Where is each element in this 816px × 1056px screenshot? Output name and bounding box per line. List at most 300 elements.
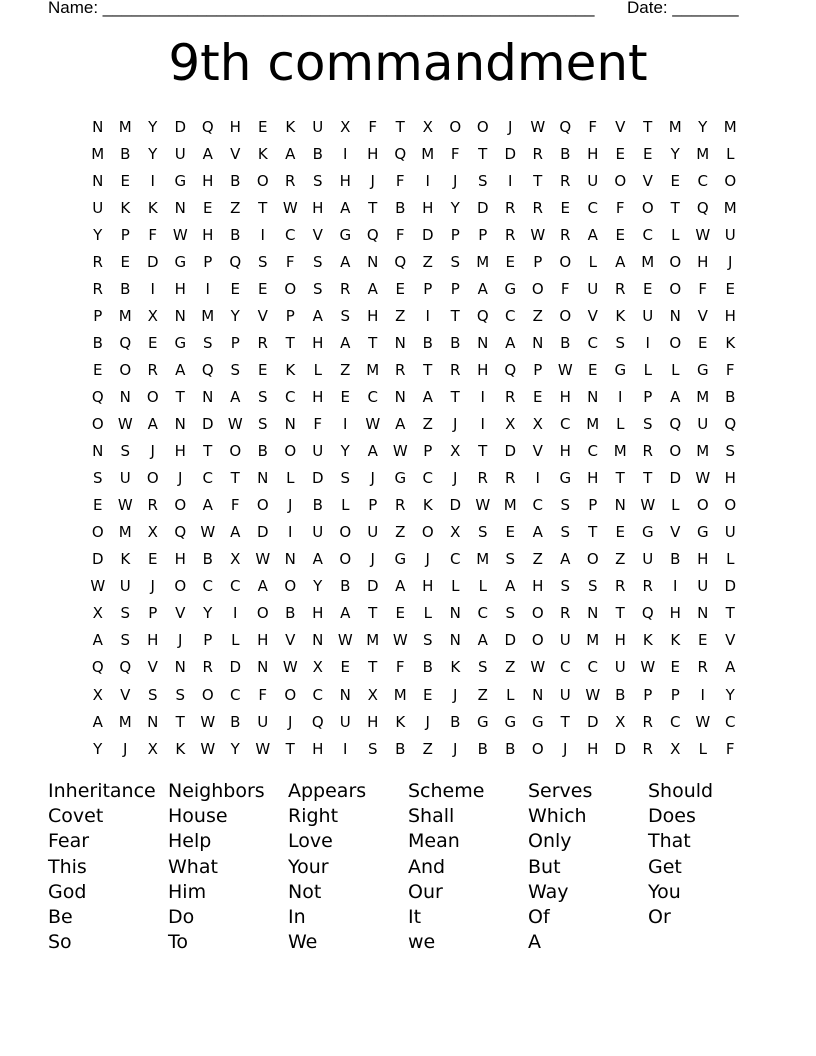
grid-letter[interactable]: R: [202, 658, 213, 677]
grid-letter[interactable]: L: [313, 360, 322, 379]
grid-letter[interactable]: B: [202, 550, 213, 569]
grid-letter[interactable]: B: [92, 333, 103, 352]
grid-letter[interactable]: S: [422, 631, 433, 650]
grid-letter[interactable]: E: [505, 252, 515, 271]
grid-letter[interactable]: E: [423, 685, 433, 704]
grid-letter[interactable]: C: [670, 712, 681, 731]
grid-letter[interactable]: T: [643, 469, 653, 488]
grid-letter[interactable]: N: [449, 631, 461, 650]
grid-letter[interactable]: R: [642, 739, 653, 758]
grid-letter[interactable]: U: [257, 712, 269, 731]
grid-letter[interactable]: H: [532, 577, 544, 596]
grid-letter[interactable]: K: [670, 631, 681, 650]
grid-letter[interactable]: A: [340, 198, 351, 217]
grid-letter[interactable]: Y: [450, 198, 460, 217]
grid-letter[interactable]: T: [560, 712, 570, 731]
grid-letter[interactable]: O: [284, 577, 297, 596]
grid-letter[interactable]: D: [724, 577, 737, 596]
grid-letter[interactable]: Y: [93, 225, 103, 244]
grid-letter[interactable]: W: [695, 469, 711, 488]
grid-letter[interactable]: D: [449, 496, 462, 515]
grid-letter[interactable]: O: [559, 252, 572, 271]
grid-letter[interactable]: N: [532, 685, 544, 704]
grid-letter[interactable]: A: [230, 523, 241, 542]
grid-letter[interactable]: L: [643, 360, 652, 379]
grid-letter[interactable]: Z: [532, 550, 543, 569]
grid-letter[interactable]: N: [119, 387, 131, 406]
grid-letter[interactable]: W: [200, 523, 216, 542]
grid-letter[interactable]: J: [370, 550, 375, 569]
grid-letter[interactable]: F: [615, 198, 625, 217]
grid-letter[interactable]: I: [343, 144, 348, 163]
grid-letter[interactable]: N: [174, 306, 186, 325]
grid-letter[interactable]: K: [147, 198, 158, 217]
grid-letter[interactable]: O: [531, 604, 544, 623]
grid-letter[interactable]: I: [343, 739, 348, 758]
grid-letter[interactable]: T: [615, 604, 625, 623]
grid-letter[interactable]: O: [724, 496, 737, 515]
grid-letter[interactable]: H: [422, 577, 434, 596]
grid-letter[interactable]: P: [423, 442, 433, 461]
grid-letter[interactable]: H: [724, 469, 736, 488]
grid-letter[interactable]: H: [147, 631, 159, 650]
grid-letter[interactable]: I: [150, 279, 155, 298]
grid-letter[interactable]: M: [91, 144, 105, 163]
grid-letter[interactable]: E: [615, 523, 625, 542]
grid-letter[interactable]: O: [256, 171, 269, 190]
grid-letter[interactable]: E: [258, 279, 268, 298]
grid-letter[interactable]: X: [147, 306, 158, 325]
grid-letter[interactable]: H: [367, 306, 379, 325]
grid-letter[interactable]: R: [147, 496, 158, 515]
grid-letter[interactable]: X: [615, 712, 626, 731]
grid-letter[interactable]: E: [670, 658, 680, 677]
grid-letter[interactable]: A: [202, 144, 213, 163]
grid-letter[interactable]: M: [421, 144, 435, 163]
grid-letter[interactable]: Z: [230, 198, 241, 217]
grid-letter[interactable]: E: [533, 387, 543, 406]
grid-letter[interactable]: T: [368, 333, 378, 352]
grid-letter[interactable]: C: [285, 225, 296, 244]
grid-letter[interactable]: H: [174, 279, 186, 298]
grid-letter[interactable]: D: [201, 415, 214, 434]
grid-letter[interactable]: R: [615, 279, 626, 298]
grid-letter[interactable]: A: [257, 577, 268, 596]
grid-letter[interactable]: B: [422, 333, 433, 352]
grid-letter[interactable]: Y: [340, 442, 350, 461]
grid-letter[interactable]: G: [174, 333, 187, 352]
grid-letter[interactable]: H: [174, 550, 186, 569]
grid-letter[interactable]: O: [531, 631, 544, 650]
grid-letter[interactable]: P: [203, 631, 213, 650]
grid-letter[interactable]: U: [642, 306, 654, 325]
grid-letter[interactable]: C: [285, 387, 296, 406]
grid-letter[interactable]: P: [643, 685, 653, 704]
grid-letter[interactable]: C: [202, 469, 213, 488]
grid-letter[interactable]: A: [505, 333, 516, 352]
grid-letter[interactable]: X: [92, 685, 103, 704]
grid-letter[interactable]: N: [174, 198, 186, 217]
grid-letter[interactable]: U: [697, 415, 709, 434]
grid-letter[interactable]: Y: [148, 144, 158, 163]
grid-letter[interactable]: Q: [91, 387, 104, 406]
grid-letter[interactable]: B: [340, 577, 351, 596]
grid-letter[interactable]: A: [312, 550, 323, 569]
grid-letter[interactable]: H: [257, 631, 269, 650]
grid-letter[interactable]: J: [453, 171, 458, 190]
grid-letter[interactable]: H: [559, 387, 571, 406]
grid-letter[interactable]: O: [669, 252, 682, 271]
grid-letter[interactable]: W: [640, 658, 656, 677]
grid-letter[interactable]: F: [450, 144, 460, 163]
grid-letter[interactable]: R: [505, 469, 516, 488]
grid-letter[interactable]: Q: [476, 306, 489, 325]
grid-letter[interactable]: X: [92, 604, 103, 623]
grid-letter[interactable]: N: [92, 117, 104, 136]
grid-letter[interactable]: D: [504, 144, 517, 163]
grid-letter[interactable]: P: [643, 387, 653, 406]
grid-letter[interactable]: S: [257, 252, 268, 271]
grid-letter[interactable]: A: [532, 523, 543, 542]
grid-letter[interactable]: F: [258, 685, 268, 704]
grid-letter[interactable]: Q: [201, 117, 214, 136]
grid-letter[interactable]: W: [200, 712, 216, 731]
grid-letter[interactable]: H: [174, 442, 186, 461]
grid-letter[interactable]: X: [230, 550, 241, 569]
grid-letter[interactable]: T: [368, 604, 378, 623]
grid-letter[interactable]: R: [147, 360, 158, 379]
grid-letter[interactable]: E: [670, 171, 680, 190]
grid-letter[interactable]: R: [505, 387, 516, 406]
grid-letter[interactable]: M: [723, 117, 737, 136]
grid-letter[interactable]: D: [256, 523, 269, 542]
grid-letter[interactable]: Q: [311, 712, 324, 731]
grid-letter[interactable]: D: [504, 631, 517, 650]
grid-letter[interactable]: L: [478, 577, 487, 596]
grid-letter[interactable]: H: [614, 631, 626, 650]
grid-letter[interactable]: R: [395, 360, 406, 379]
grid-letter[interactable]: J: [453, 469, 458, 488]
grid-letter[interactable]: P: [423, 279, 433, 298]
grid-letter[interactable]: L: [341, 496, 350, 515]
grid-letter[interactable]: S: [560, 496, 571, 515]
grid-letter[interactable]: T: [395, 117, 405, 136]
grid-letter[interactable]: J: [425, 550, 430, 569]
grid-letter[interactable]: Z: [422, 739, 433, 758]
grid-letter[interactable]: T: [643, 117, 653, 136]
grid-letter[interactable]: Y: [313, 577, 323, 596]
grid-letter[interactable]: S: [477, 523, 488, 542]
grid-letter[interactable]: X: [340, 117, 351, 136]
grid-letter[interactable]: O: [146, 469, 159, 488]
grid-letter[interactable]: M: [118, 523, 132, 542]
grid-letter[interactable]: V: [697, 306, 708, 325]
grid-letter[interactable]: K: [120, 550, 131, 569]
grid-letter[interactable]: H: [559, 442, 571, 461]
grid-letter[interactable]: V: [615, 117, 626, 136]
grid-letter[interactable]: D: [614, 739, 627, 758]
grid-letter[interactable]: R: [257, 333, 268, 352]
grid-letter[interactable]: W: [282, 658, 298, 677]
grid-letter[interactable]: E: [230, 279, 240, 298]
grid-letter[interactable]: D: [311, 469, 324, 488]
grid-letter[interactable]: Q: [696, 198, 709, 217]
grid-letter[interactable]: U: [312, 117, 324, 136]
grid-letter[interactable]: O: [476, 117, 489, 136]
grid-letter[interactable]: P: [478, 225, 488, 244]
grid-letter[interactable]: I: [288, 523, 293, 542]
grid-letter[interactable]: W: [557, 360, 573, 379]
grid-letter[interactable]: E: [643, 279, 653, 298]
grid-letter[interactable]: F: [313, 415, 323, 434]
grid-letter[interactable]: S: [340, 306, 351, 325]
grid-letter[interactable]: X: [450, 523, 461, 542]
grid-letter[interactable]: S: [312, 279, 323, 298]
grid-letter[interactable]: D: [504, 442, 517, 461]
grid-letter[interactable]: V: [587, 306, 598, 325]
grid-letter[interactable]: L: [671, 360, 680, 379]
grid-letter[interactable]: H: [697, 252, 709, 271]
grid-letter[interactable]: J: [150, 577, 155, 596]
grid-letter[interactable]: G: [339, 225, 352, 244]
grid-letter[interactable]: S: [505, 604, 516, 623]
grid-letter[interactable]: S: [257, 415, 268, 434]
grid-letter[interactable]: Q: [119, 333, 132, 352]
grid-letter[interactable]: W: [530, 117, 546, 136]
grid-letter[interactable]: W: [585, 685, 601, 704]
grid-letter[interactable]: R: [395, 496, 406, 515]
grid-letter[interactable]: S: [120, 442, 131, 461]
grid-letter[interactable]: O: [449, 117, 462, 136]
grid-letter[interactable]: X: [450, 442, 461, 461]
grid-letter[interactable]: N: [697, 604, 709, 623]
grid-letter[interactable]: H: [229, 117, 241, 136]
grid-letter[interactable]: T: [230, 469, 240, 488]
grid-letter[interactable]: F: [395, 658, 405, 677]
grid-letter[interactable]: N: [284, 550, 296, 569]
grid-letter[interactable]: W: [530, 225, 546, 244]
grid-letter[interactable]: S: [92, 469, 103, 488]
grid-letter[interactable]: S: [312, 171, 323, 190]
grid-letter[interactable]: C: [560, 415, 571, 434]
grid-letter[interactable]: O: [669, 333, 682, 352]
grid-letter[interactable]: A: [285, 144, 296, 163]
grid-letter[interactable]: B: [312, 144, 323, 163]
grid-letter[interactable]: F: [560, 279, 570, 298]
grid-letter[interactable]: T: [478, 144, 488, 163]
grid-letter[interactable]: M: [393, 685, 407, 704]
grid-letter[interactable]: E: [395, 604, 405, 623]
grid-letter[interactable]: G: [394, 550, 407, 569]
grid-letter[interactable]: R: [92, 279, 103, 298]
grid-letter[interactable]: A: [340, 604, 351, 623]
grid-letter[interactable]: Q: [724, 415, 737, 434]
grid-letter[interactable]: J: [178, 469, 183, 488]
grid-letter[interactable]: O: [284, 442, 297, 461]
grid-letter[interactable]: P: [120, 225, 130, 244]
grid-letter[interactable]: S: [642, 415, 653, 434]
grid-letter[interactable]: C: [202, 577, 213, 596]
grid-letter[interactable]: T: [368, 198, 378, 217]
grid-letter[interactable]: W: [255, 739, 271, 758]
grid-letter[interactable]: B: [670, 550, 681, 569]
grid-letter[interactable]: F: [368, 117, 378, 136]
grid-letter[interactable]: S: [147, 685, 158, 704]
grid-letter[interactable]: Z: [532, 306, 543, 325]
grid-letter[interactable]: S: [450, 252, 461, 271]
grid-letter[interactable]: X: [505, 415, 516, 434]
grid-letter[interactable]: D: [91, 550, 104, 569]
grid-letter[interactable]: S: [120, 604, 131, 623]
grid-letter[interactable]: C: [422, 469, 433, 488]
grid-letter[interactable]: B: [312, 496, 323, 515]
grid-letter[interactable]: A: [340, 333, 351, 352]
grid-letter[interactable]: L: [698, 739, 707, 758]
grid-letter[interactable]: F: [230, 496, 240, 515]
grid-letter[interactable]: N: [614, 496, 626, 515]
grid-letter[interactable]: D: [421, 225, 434, 244]
grid-letter[interactable]: Z: [422, 252, 433, 271]
grid-letter[interactable]: Q: [174, 523, 187, 542]
grid-letter[interactable]: T: [615, 469, 625, 488]
grid-letter[interactable]: O: [91, 523, 104, 542]
grid-letter[interactable]: S: [340, 469, 351, 488]
grid-letter[interactable]: P: [203, 252, 213, 271]
grid-letter[interactable]: V: [120, 685, 131, 704]
grid-letter[interactable]: W: [640, 496, 656, 515]
grid-letter[interactable]: T: [175, 387, 185, 406]
grid-letter[interactable]: U: [119, 469, 131, 488]
grid-letter[interactable]: K: [450, 658, 461, 677]
grid-letter[interactable]: K: [120, 198, 131, 217]
grid-letter[interactable]: F: [725, 739, 735, 758]
grid-letter[interactable]: B: [230, 225, 241, 244]
grid-letter[interactable]: B: [285, 604, 296, 623]
grid-letter[interactable]: R: [697, 658, 708, 677]
grid-letter[interactable]: C: [587, 442, 598, 461]
grid-letter[interactable]: J: [370, 469, 375, 488]
grid-letter[interactable]: J: [563, 739, 568, 758]
grid-letter[interactable]: B: [395, 739, 406, 758]
grid-letter[interactable]: C: [367, 387, 378, 406]
grid-letter[interactable]: J: [508, 117, 513, 136]
grid-letter[interactable]: B: [505, 739, 516, 758]
grid-letter[interactable]: Z: [395, 523, 406, 542]
grid-letter[interactable]: W: [282, 198, 298, 217]
grid-letter[interactable]: B: [120, 279, 131, 298]
grid-letter[interactable]: T: [670, 198, 680, 217]
grid-letter[interactable]: S: [312, 252, 323, 271]
grid-letter[interactable]: E: [698, 333, 708, 352]
grid-letter[interactable]: A: [367, 442, 378, 461]
grid-letter[interactable]: M: [696, 442, 710, 461]
grid-letter[interactable]: K: [615, 306, 626, 325]
grid-letter[interactable]: Q: [669, 415, 682, 434]
grid-letter[interactable]: F: [395, 171, 405, 190]
grid-letter[interactable]: N: [532, 333, 544, 352]
grid-letter[interactable]: O: [146, 387, 159, 406]
grid-letter[interactable]: V: [312, 225, 323, 244]
grid-letter[interactable]: A: [395, 415, 406, 434]
grid-letter[interactable]: N: [367, 252, 379, 271]
grid-letter[interactable]: E: [148, 333, 158, 352]
grid-letter[interactable]: H: [312, 387, 324, 406]
grid-letter[interactable]: E: [615, 225, 625, 244]
grid-letter[interactable]: M: [696, 387, 710, 406]
grid-letter[interactable]: V: [532, 442, 543, 461]
grid-letter[interactable]: C: [587, 198, 598, 217]
grid-letter[interactable]: H: [477, 360, 489, 379]
grid-letter[interactable]: R: [615, 577, 626, 596]
grid-letter[interactable]: O: [586, 550, 599, 569]
grid-letter[interactable]: C: [642, 225, 653, 244]
grid-letter[interactable]: Z: [340, 360, 351, 379]
grid-letter[interactable]: F: [285, 252, 295, 271]
grid-letter[interactable]: T: [725, 604, 735, 623]
grid-letter[interactable]: T: [258, 198, 268, 217]
grid-letter[interactable]: P: [93, 306, 103, 325]
grid-letter[interactable]: Q: [91, 658, 104, 677]
grid-letter[interactable]: M: [476, 550, 490, 569]
grid-letter[interactable]: T: [368, 658, 378, 677]
grid-letter[interactable]: A: [312, 306, 323, 325]
grid-letter[interactable]: S: [587, 577, 598, 596]
grid-letter[interactable]: D: [586, 712, 599, 731]
grid-letter[interactable]: H: [312, 198, 324, 217]
grid-letter[interactable]: M: [118, 712, 132, 731]
grid-letter[interactable]: L: [726, 144, 735, 163]
grid-letter[interactable]: O: [641, 198, 654, 217]
grid-letter[interactable]: G: [394, 469, 407, 488]
grid-letter[interactable]: O: [174, 577, 187, 596]
grid-letter[interactable]: A: [395, 577, 406, 596]
grid-letter[interactable]: W: [392, 631, 408, 650]
grid-letter[interactable]: J: [288, 712, 293, 731]
grid-letter[interactable]: V: [670, 523, 681, 542]
grid-letter[interactable]: G: [504, 279, 517, 298]
grid-letter[interactable]: I: [480, 415, 485, 434]
grid-letter[interactable]: X: [532, 415, 543, 434]
grid-letter[interactable]: S: [175, 685, 186, 704]
grid-letter[interactable]: U: [174, 144, 186, 163]
grid-letter[interactable]: R: [642, 577, 653, 596]
name-field[interactable]: Name: ____________________________________________________: [48, 0, 595, 17]
grid-letter[interactable]: H: [339, 171, 351, 190]
grid-letter[interactable]: M: [586, 631, 600, 650]
grid-letter[interactable]: T: [588, 523, 598, 542]
grid-letter[interactable]: O: [614, 171, 627, 190]
grid-letter[interactable]: O: [119, 360, 132, 379]
grid-letter[interactable]: M: [723, 198, 737, 217]
grid-letter[interactable]: N: [669, 306, 681, 325]
grid-letter[interactable]: C: [532, 496, 543, 515]
grid-letter[interactable]: C: [230, 577, 241, 596]
grid-letter[interactable]: E: [258, 117, 268, 136]
grid-letter[interactable]: F: [588, 117, 598, 136]
grid-letter[interactable]: G: [531, 712, 544, 731]
grid-letter[interactable]: I: [508, 171, 513, 190]
grid-letter[interactable]: I: [233, 604, 238, 623]
grid-letter[interactable]: E: [148, 550, 158, 569]
grid-letter[interactable]: G: [614, 360, 627, 379]
grid-letter[interactable]: U: [614, 658, 626, 677]
grid-letter[interactable]: E: [258, 360, 268, 379]
grid-letter[interactable]: O: [284, 279, 297, 298]
grid-letter[interactable]: G: [696, 523, 709, 542]
grid-letter[interactable]: Y: [230, 306, 240, 325]
grid-letter[interactable]: K: [285, 117, 296, 136]
grid-letter[interactable]: I: [535, 469, 540, 488]
